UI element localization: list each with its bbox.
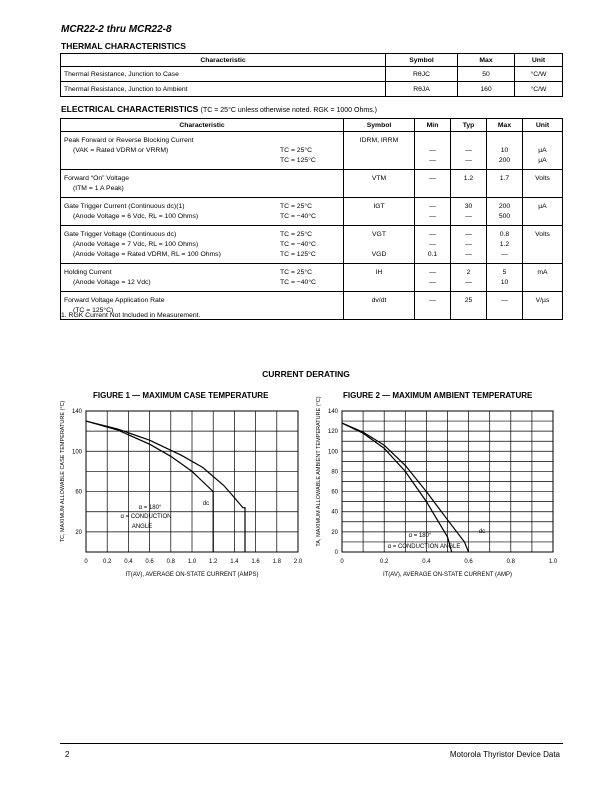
y-tick-label: 100 xyxy=(327,449,338,456)
condition: TC = 25°C xyxy=(280,231,312,238)
condition: TC = 25°C xyxy=(280,269,312,276)
char-line: (Anode Voltage = 6 Vdc, RL = 100 Ohms) xyxy=(73,213,199,220)
column-header: Unit xyxy=(515,54,563,67)
x-tick-label: 0 xyxy=(84,559,88,565)
y-tick-label: 20 xyxy=(331,529,338,536)
unit-value: Volts xyxy=(535,231,550,238)
y-tick-label: 80 xyxy=(331,469,338,476)
x-axis-label: IT(AV), AVERAGE ON-STATE CURRENT (AMPS) xyxy=(125,572,259,578)
y-tick-label: 0 xyxy=(334,550,338,556)
x-axis-label: IT(AV), AVERAGE ON-STATE CURRENT (AMP) xyxy=(382,572,513,578)
min-value: — xyxy=(429,203,436,210)
cell-max: 160 xyxy=(458,82,515,97)
symbol-text: IH xyxy=(375,269,383,276)
x-tick-label: 0.2 xyxy=(103,559,112,565)
chart-annotation: α = 180° xyxy=(408,533,432,539)
char-line: (Anode Voltage = 12 Vdc) xyxy=(73,279,151,286)
condition: TC = 125°C xyxy=(280,251,316,258)
footer-divider xyxy=(60,743,563,744)
chart-annotation: α = 180° xyxy=(138,505,162,511)
x-tick-label: 0.8 xyxy=(506,559,515,565)
char-line: (VAK = Rated VDRM or VRRM) xyxy=(73,147,169,154)
max-value: — xyxy=(501,297,508,304)
unit-value: mA xyxy=(537,269,548,276)
symbol-text: IDRM, IRRM xyxy=(359,137,399,144)
max-value: 10 xyxy=(500,147,509,154)
y-tick-label: 120 xyxy=(327,429,338,436)
column-header: Typ xyxy=(451,119,487,132)
symbol-text: dv/dt xyxy=(371,297,387,304)
x-tick-label: 1.0 xyxy=(548,559,558,565)
max-value: 500 xyxy=(498,213,511,220)
page-number: 2 xyxy=(65,750,70,759)
y-axis-label: TC, MAXIMUM ALLOWABLE CASE TEMPERATURE (°C) xyxy=(60,400,66,543)
unit-value: µA xyxy=(538,147,547,154)
typ-value: — xyxy=(465,157,472,164)
min-value: — xyxy=(429,279,436,286)
min-value: — xyxy=(429,231,436,238)
y-tick-label: 60 xyxy=(331,489,338,496)
typ-value: — xyxy=(465,231,472,238)
column-header: Max xyxy=(458,54,515,67)
y-axis-label: TA, MAXIMUM ALLOWABLE AMBIENT TEMPERATURE (°C) xyxy=(316,396,322,547)
chart-annotation: dc xyxy=(478,529,486,535)
typ-value: 1.2 xyxy=(463,175,474,182)
symbol-text: VGT xyxy=(372,231,386,238)
y-tick-label: 60 xyxy=(75,489,82,496)
typ-value: — xyxy=(465,241,472,248)
max-value: 0.8 xyxy=(499,231,510,238)
derating-title: CURRENT DERATING xyxy=(262,369,350,379)
x-tick-label: 0.4 xyxy=(422,559,431,565)
cell-char: Thermal Resistance, Junction to Ambient xyxy=(61,82,386,97)
column-header: Characteristic xyxy=(61,54,386,67)
column-header: Max xyxy=(487,119,523,132)
char-line: Peak Forward or Reverse Blocking Current xyxy=(64,137,194,144)
typ-value: 2 xyxy=(466,269,471,276)
page-title: MCR22-2 thru MCR22-8 xyxy=(61,24,172,35)
symbol-text: VGD xyxy=(371,251,387,258)
char-line: (Anode Voltage = 7 Vdc, RL = 100 Ohms) xyxy=(73,241,199,248)
electrical-heading-note: (TC = 25°C unless otherwise noted. RGK = 1000 Ohms.) xyxy=(200,107,377,114)
char-line: (TC = 125°C) xyxy=(73,307,114,314)
column-header: Min xyxy=(415,119,451,132)
typ-value: — xyxy=(465,147,472,154)
unit-value: Volts xyxy=(535,175,550,182)
min-value: 0.1 xyxy=(427,251,438,258)
cell-unit: °C/W xyxy=(515,67,563,82)
char-line: Gate Trigger Voltage (Continuous dc) xyxy=(64,231,177,238)
x-tick-label: 1.2 xyxy=(209,559,218,565)
max-value: 1.7 xyxy=(499,175,510,182)
x-tick-label: 2.0 xyxy=(293,559,303,565)
figure2-title: FIGURE 2 — MAXIMUM AMBIENT TEMPERATURE xyxy=(343,391,533,400)
figure1-title: FIGURE 1 — MAXIMUM CASE TEMPERATURE xyxy=(93,391,269,400)
typ-value: 25 xyxy=(464,297,473,304)
char-line: (Anode Voltage = Rated VDRM, RL = 100 Ohms) xyxy=(73,251,221,258)
max-value: 200 xyxy=(498,203,511,210)
x-tick-label: 1.4 xyxy=(230,559,239,565)
thermal-heading: THERMAL CHARACTERISTICS xyxy=(61,41,186,51)
x-tick-label: 0.8 xyxy=(166,559,175,565)
condition: TC = −40°C xyxy=(280,213,316,220)
symbol-text: VTM xyxy=(371,175,387,182)
chart-annotation: dc xyxy=(202,501,210,507)
y-tick-label: 140 xyxy=(327,409,338,415)
typ-value: — xyxy=(465,213,472,220)
column-header: Symbol xyxy=(386,54,458,67)
condition: TC = 25°C xyxy=(280,203,312,210)
char-line: Forward “On” Voltage xyxy=(64,175,129,182)
y-tick-label: 40 xyxy=(331,509,338,516)
x-tick-label: 1.0 xyxy=(187,559,197,565)
series-line xyxy=(86,421,245,552)
cell-char: Thermal Resistance, Junction to Case xyxy=(61,67,386,82)
char-line: Gate Trigger Current (Continuous dc)(1) xyxy=(64,203,185,210)
x-tick-label: 0.6 xyxy=(145,559,154,565)
cell-symbol: RθJC xyxy=(386,67,458,82)
symbol-text: IGT xyxy=(373,203,385,210)
min-value: — xyxy=(429,147,436,154)
chart-annotation: α = CONDUCTION xyxy=(120,514,172,520)
column-header: Unit xyxy=(523,119,563,132)
condition: TC = 25°C xyxy=(280,147,312,154)
char-line: Forward Voltage Application Rate xyxy=(64,297,165,304)
max-value: 200 xyxy=(498,157,511,164)
max-value: — xyxy=(501,251,508,258)
y-tick-label: 100 xyxy=(71,449,82,456)
min-value: — xyxy=(429,157,436,164)
cell-symbol: RθJA xyxy=(386,82,458,97)
column-header: Symbol xyxy=(344,119,415,132)
unit-value: µA xyxy=(538,157,547,164)
min-value: — xyxy=(429,213,436,220)
condition: TC = −40°C xyxy=(280,279,316,286)
x-tick-label: 0.6 xyxy=(464,559,473,565)
column-header: Characteristic xyxy=(61,119,344,132)
min-value: — xyxy=(429,297,436,304)
min-value: — xyxy=(429,175,436,182)
unit-value: V/µs xyxy=(535,297,550,304)
x-tick-label: 0 xyxy=(340,559,344,565)
cell-unit: °C/W xyxy=(515,82,563,97)
min-value: — xyxy=(429,269,436,276)
x-tick-label: 0.4 xyxy=(124,559,133,565)
footnote: 1. RGK Current Not Included in Measurement. xyxy=(61,312,201,319)
y-tick-label: 140 xyxy=(71,409,82,415)
cell-max: 50 xyxy=(458,67,515,82)
electrical-heading-text: ELECTRICAL CHARACTERISTICS xyxy=(61,104,199,114)
x-tick-label: 1.6 xyxy=(251,559,260,565)
char-line: Holding Current xyxy=(64,269,112,276)
x-tick-label: 0.2 xyxy=(380,559,389,565)
chart-annotation: ANGLE xyxy=(131,524,153,530)
x-tick-label: 1.8 xyxy=(272,559,281,565)
condition: TC = −40°C xyxy=(280,241,316,248)
max-value: 1.2 xyxy=(499,241,510,248)
typ-value: — xyxy=(465,279,472,286)
chart-annotation: α = CONDUCTION ANGLE xyxy=(387,544,461,550)
series-line xyxy=(342,423,452,552)
min-value: — xyxy=(429,241,436,248)
footer-doc-title: Motorola Thyristor Device Data xyxy=(449,750,560,759)
max-value: 10 xyxy=(500,279,509,286)
condition: TC = 125°C xyxy=(280,157,316,164)
unit-value: µA xyxy=(538,203,547,210)
typ-value: 30 xyxy=(464,203,473,210)
y-tick-label: 20 xyxy=(75,529,82,536)
typ-value: — xyxy=(465,251,472,258)
char-line: (ITM = 1 A Peak) xyxy=(73,185,124,192)
max-value: 5 xyxy=(502,269,507,276)
